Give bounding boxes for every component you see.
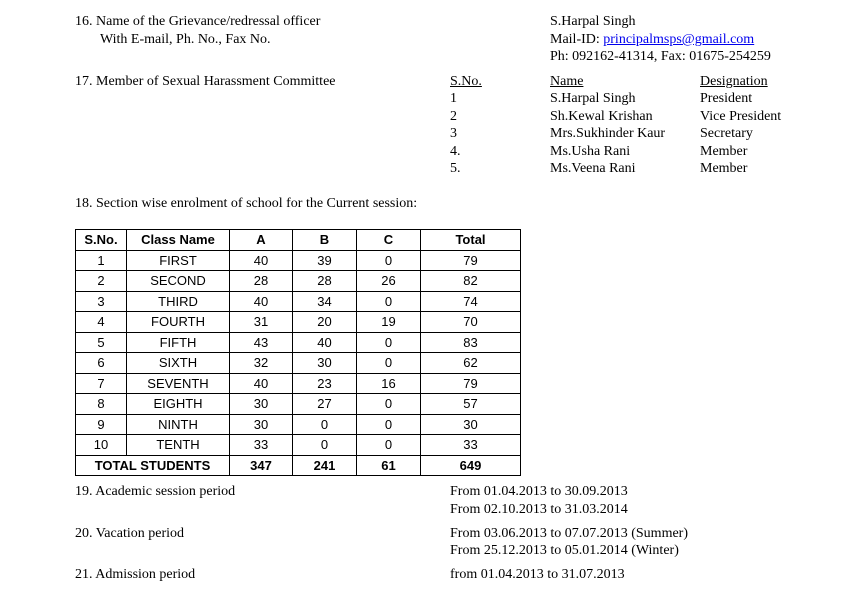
col-header-sno: S.No. — [76, 230, 127, 251]
table-cell: SIXTH — [127, 353, 230, 374]
table-cell: 30 — [421, 414, 521, 435]
col-header-class-name: Class Name — [127, 230, 230, 251]
member-sno: 3 — [450, 126, 457, 141]
table-cell: NINTH — [127, 414, 230, 435]
table-cell: 7 — [76, 373, 127, 394]
table-cell: 20 — [293, 312, 357, 333]
table-cell: FIFTH — [127, 332, 230, 353]
item16-label: 16. Name of the Grievance/redressal officer — [75, 14, 321, 29]
grievance-officer-mail — [550, 31, 754, 48]
vacation-period-2: From 25.12.2013 to 05.01.2014 (Winter) — [450, 543, 679, 558]
table-cell: 6 — [76, 353, 127, 374]
table-cell: 3 — [76, 291, 127, 312]
table-row — [76, 291, 521, 312]
committee-header-designation: Designation — [700, 74, 768, 89]
table-row — [76, 435, 521, 456]
col-header-c: C — [357, 230, 421, 251]
admission-period: from 01.04.2013 to 31.07.2013 — [450, 567, 625, 582]
table-header-row — [76, 230, 521, 251]
table-row — [76, 271, 521, 292]
col-header-a: A — [230, 230, 293, 251]
total-a: 347 — [230, 455, 293, 476]
table-cell: 30 — [293, 353, 357, 374]
table-cell: 62 — [421, 353, 521, 374]
table-cell: FIRST — [127, 250, 230, 271]
table-cell: 28 — [230, 271, 293, 292]
table-cell: 8 — [76, 394, 127, 415]
total-label: TOTAL STUDENTS — [76, 455, 230, 476]
table-cell: 40 — [230, 373, 293, 394]
total-row — [76, 455, 521, 476]
member-sno: 1 — [450, 91, 457, 106]
table-cell: EIGHTH — [127, 394, 230, 415]
table-cell: 23 — [293, 373, 357, 394]
total-total: 649 — [421, 455, 521, 476]
table-cell: 0 — [357, 250, 421, 271]
col-header-total: Total — [421, 230, 521, 251]
table-cell: 40 — [293, 332, 357, 353]
table-cell: 5 — [76, 332, 127, 353]
total-c: 61 — [357, 455, 421, 476]
member-name: Sh.Kewal Krishan — [550, 109, 653, 124]
table-cell: 0 — [357, 291, 421, 312]
table-cell: 0 — [357, 435, 421, 456]
committee-header-sno: S.No. — [450, 74, 482, 89]
committee-header-name: Name — [550, 74, 584, 89]
table-cell: 40 — [230, 250, 293, 271]
table-cell: 27 — [293, 394, 357, 415]
member-designation: Secretary — [700, 126, 753, 141]
member-designation: Vice President — [700, 109, 782, 124]
table-cell: 1 — [76, 250, 127, 271]
table-cell: 0 — [357, 394, 421, 415]
table-row — [76, 353, 521, 374]
table-cell: FOURTH — [127, 312, 230, 333]
member-sno: 5. — [450, 161, 461, 176]
table-row — [76, 394, 521, 415]
table-cell: THIRD — [127, 291, 230, 312]
table-cell: 40 — [230, 291, 293, 312]
member-sno: 2 — [450, 109, 457, 124]
table-cell: 26 — [357, 271, 421, 292]
table-cell: 43 — [230, 332, 293, 353]
table-cell: 0 — [293, 414, 357, 435]
grievance-officer-name: S.Harpal Singh — [550, 14, 636, 29]
table-cell: 57 — [421, 394, 521, 415]
member-designation: Member — [700, 144, 748, 159]
table-row — [76, 312, 521, 333]
table-cell: 4 — [76, 312, 127, 333]
table-cell: 34 — [293, 291, 357, 312]
table-cell: 0 — [357, 353, 421, 374]
member-designation: Member — [700, 161, 748, 176]
table-cell: 39 — [293, 250, 357, 271]
col-header-b: B — [293, 230, 357, 251]
table-cell: 30 — [230, 394, 293, 415]
member-name: Ms.Veena Rani — [550, 161, 636, 176]
table-cell: 83 — [421, 332, 521, 353]
table-row — [76, 414, 521, 435]
table-cell: 9 — [76, 414, 127, 435]
table-cell: 28 — [293, 271, 357, 292]
table-cell: 79 — [421, 250, 521, 271]
table-cell: 0 — [357, 414, 421, 435]
member-designation: President — [700, 91, 753, 106]
item17-label: 17. Member of Sexual Harassment Committee — [75, 74, 336, 89]
item18-label: 18. Section wise enrolment of school for the Current session: — [75, 196, 418, 211]
table-cell: 79 — [421, 373, 521, 394]
table-cell: 33 — [421, 435, 521, 456]
table-cell: 32 — [230, 353, 293, 374]
table-cell: 74 — [421, 291, 521, 312]
member-name: Ms.Usha Rani — [550, 144, 631, 159]
vacation-period-1: From 03.06.2013 to 07.07.2013 (Summer) — [450, 526, 688, 541]
table-cell: 0 — [357, 332, 421, 353]
table-cell: SECOND — [127, 271, 230, 292]
table-cell: 30 — [230, 414, 293, 435]
table-row — [76, 332, 521, 353]
table-cell: 33 — [230, 435, 293, 456]
item20-label: 20. Vacation period — [75, 526, 184, 541]
table-cell: TENTH — [127, 435, 230, 456]
table-cell: 16 — [357, 373, 421, 394]
member-name: S.Harpal Singh — [550, 91, 636, 106]
table-cell: 0 — [293, 435, 357, 456]
table-cell: 70 — [421, 312, 521, 333]
item21-label: 21. Admission period — [75, 567, 196, 582]
enrolment-table — [75, 229, 521, 476]
table-row — [76, 250, 521, 271]
email-link[interactable]: principalmsps@gmail.com — [603, 32, 755, 47]
mail-prefix: Mail-ID: — [550, 32, 604, 47]
item19-label: 19. Academic session period — [75, 484, 236, 499]
table-cell: 10 — [76, 435, 127, 456]
member-sno: 4. — [450, 144, 461, 159]
academic-period-1: From 01.04.2013 to 30.09.2013 — [450, 484, 628, 499]
item16-label-2: With E-mail, Ph. No., Fax No. — [100, 32, 271, 47]
table-cell: 2 — [76, 271, 127, 292]
table-cell: 19 — [357, 312, 421, 333]
table-cell: 82 — [421, 271, 521, 292]
grievance-officer-phone: Ph: 092162-41314, Fax: 01675-254259 — [550, 49, 771, 64]
table-row — [76, 373, 521, 394]
table-cell: SEVENTH — [127, 373, 230, 394]
table-cell: 31 — [230, 312, 293, 333]
total-b: 241 — [293, 455, 357, 476]
member-name: Mrs.Sukhinder Kaur — [550, 126, 666, 141]
academic-period-2: From 02.10.2013 to 31.03.2014 — [450, 502, 628, 517]
